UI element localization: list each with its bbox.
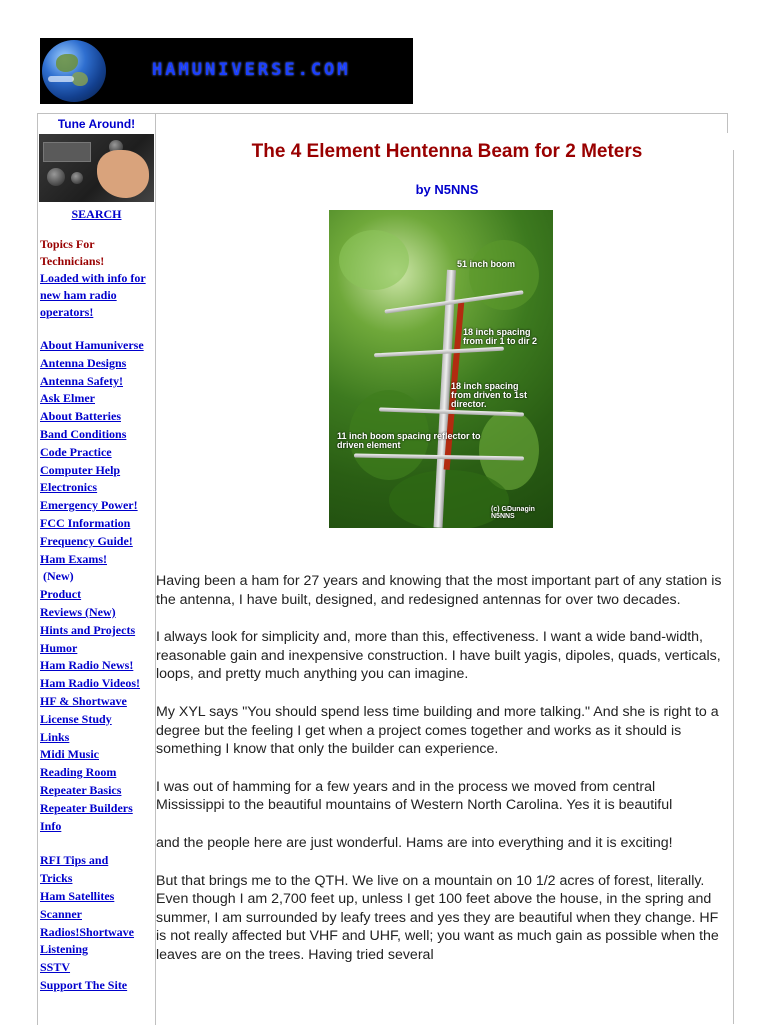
nav-link-band-conditions[interactable]: Band Conditions [40, 426, 127, 441]
nav-link-sstv[interactable]: SSTV [40, 960, 71, 975]
search-link[interactable]: SEARCH [71, 207, 122, 221]
nav-link-scanner[interactable]: Scanner [40, 906, 82, 921]
article-byline: by N5NNS [415, 182, 479, 197]
nav-link-product[interactable]: Product [40, 587, 82, 602]
article-content [154, 113, 727, 1025]
nav-link-listening[interactable]: Listening [40, 942, 89, 957]
nav-link-ham-radio-videos[interactable]: Ham Radio Videos! [40, 676, 141, 691]
nav-link-repeater-builders[interactable]: Repeater Builders [40, 800, 133, 815]
nav-link-rfi-tips[interactable]: RFI Tips and [40, 853, 109, 868]
globe-logo-icon [42, 40, 106, 102]
antenna-photo [329, 210, 553, 528]
nav-link-radios-shortwave[interactable]: Radios!Shortwave [40, 924, 135, 939]
article-paragraph: and the people here are just wonderful. Hams are into everything and it is exciting! [156, 834, 673, 851]
nav-link-reading-room[interactable]: Reading Room [40, 765, 117, 780]
nav-link-ham-exams[interactable]: Ham Exams! [40, 551, 107, 566]
nav-link-ham-satellites[interactable]: Ham Satellites [40, 888, 115, 903]
nav-link-reviews[interactable]: Reviews (New) [40, 604, 116, 619]
article-paragraph: I was out of hamming for a few years and in the process we moved from central Mississippi to the beautiful mountains of Western North Carolina. Yes it is beautiful [156, 778, 673, 814]
nav-link-hints-projects[interactable]: Hints and Projects [40, 622, 136, 637]
topics-link[interactable]: Loaded with info for new ham radio operators! [40, 271, 146, 319]
radio-dial-photo[interactable] [39, 134, 154, 202]
nav-link-license-study[interactable]: License Study [40, 711, 112, 726]
nav-link-repeater-builders-info[interactable]: Info [40, 818, 62, 833]
nav-link-rfi-tricks[interactable]: Tricks [40, 871, 73, 886]
nav-link-code-practice[interactable]: Code Practice [40, 444, 112, 459]
nav-link-about-hamuniverse[interactable]: About Hamuniverse [40, 338, 144, 352]
nav-link-antenna-safety[interactable]: Antenna Safety! [40, 373, 123, 388]
photo-label-spacing1: 18 inch spacing from dir 1 to dir 2 [463, 327, 538, 346]
photo-credit: (c) GDunagin N5NNS [491, 506, 535, 520]
article-paragraph: But that brings me to the QTH. We live on a mountain on 10 1/2 acres of forest, literally. Even though I am 2,700 feet up, unless I get 100 feet above the house, in the spring and summer, I am surrounded by leafy trees and yes they are beautiful when they change. HF is not really affected but VHF and UHF, well; you want as much gain as possible when the leaves are on the trees. Having tried several [156, 872, 719, 963]
topics-title: Topics For Technicians! [40, 237, 105, 268]
article-paragraph: I always look for simplicity and, more than this, effectiveness. I want a wide band-width, reasonable gain and inexpensive construction. I have built yagis, dipoles, quads, verticals, loops, and pretty much anything you can imagine. [156, 629, 721, 683]
nav-link-about-batteries[interactable]: About Batteries [40, 409, 121, 424]
nav-link-humor[interactable]: Humor [40, 640, 78, 655]
nav-link-electronics[interactable]: Electronics [40, 480, 98, 495]
article-title: The 4 Element Hentenna Beam for 2 Meters [251, 141, 643, 162]
nav-link-fcc-information[interactable]: FCC Information [40, 515, 131, 530]
nav-link-hf-shortwave[interactable]: HF & Shortwave [40, 693, 127, 708]
sidebar-nav [38, 337, 155, 995]
photo-label-boom: 51 inch boom [457, 259, 516, 269]
nav-link-frequency-guide[interactable]: Frequency Guide! [40, 533, 133, 548]
frame-divider [727, 113, 731, 133]
nav-link-ask-elmer[interactable]: Ask Elmer [40, 391, 95, 406]
photo-label-spacing3: 11 inch boom spacing reflector to driven element [337, 431, 481, 450]
article-paragraph: My XYL says "You should spend less time building and more talking." And she is right to a degree but the feeling I get when a project comes together and works as it should is something I know that only the builder can experience. [156, 703, 719, 758]
nav-link-repeater-basics[interactable]: Repeater Basics [40, 782, 122, 797]
nav-new-label: (New) [40, 569, 74, 584]
nav-link-antenna-designs[interactable]: Antenna Designs [40, 355, 127, 370]
nav-link-midi-music[interactable]: Midi Music [40, 747, 99, 762]
article-body [156, 572, 724, 984]
tune-around-label: Tune Around! [57, 117, 136, 131]
nav-link-computer-help[interactable]: Computer Help [40, 462, 121, 477]
photo-label-spacing2: 18 inch spacing from driven to 1st director. [451, 381, 528, 409]
frame-divider [733, 150, 734, 1024]
sidebar [37, 113, 156, 1025]
nav-link-emergency-power[interactable]: Emergency Power! [40, 498, 138, 513]
topics-block [38, 236, 155, 321]
site-banner[interactable] [40, 38, 413, 104]
nav-link-links[interactable]: Links [40, 729, 70, 744]
nav-link-support-site[interactable]: Support The Site [40, 977, 128, 992]
nav-link-ham-radio-news[interactable]: Ham Radio News! [40, 658, 134, 673]
site-name: HAMUNIVERSE.COM [152, 60, 351, 80]
article-paragraph: Having been a ham for 27 years and knowing that the most important part of any station is the antenna, I have built, designed, and redesigned antennas for over two decades. [156, 573, 722, 608]
